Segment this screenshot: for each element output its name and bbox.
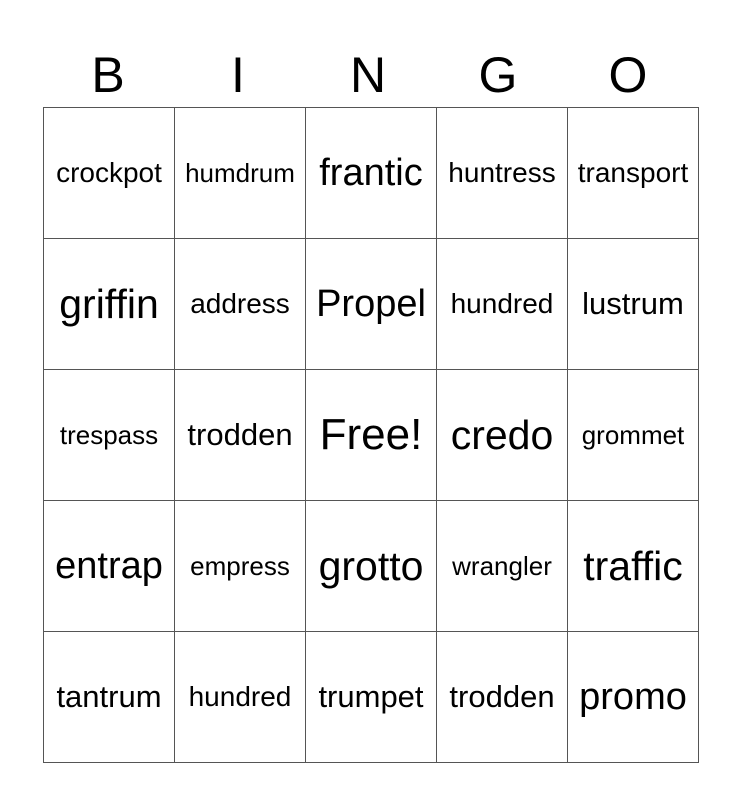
bingo-cell[interactable]: address	[175, 239, 306, 370]
header-letter-g: G	[478, 47, 518, 103]
bingo-cell[interactable]: hundred	[437, 239, 568, 370]
bingo-cell[interactable]: humdrum	[175, 108, 306, 239]
bingo-cell[interactable]: lustrum	[568, 239, 699, 370]
header-letter-o: O	[608, 47, 648, 103]
bingo-cell[interactable]: huntress	[437, 108, 568, 239]
header-letter-i: I	[231, 47, 245, 103]
bingo-cell[interactable]: transport	[568, 108, 699, 239]
bingo-cell[interactable]: traffic	[568, 501, 699, 632]
grid-row	[44, 370, 699, 501]
bingo-cell[interactable]: promo	[568, 632, 699, 763]
bingo-cell[interactable]: frantic	[306, 108, 437, 239]
bingo-cell[interactable]: trodden	[437, 632, 568, 763]
bingo-cell[interactable]: grommet	[568, 370, 699, 501]
bingo-cell[interactable]: entrap	[44, 501, 175, 632]
free-space-cell[interactable]: Free!	[306, 370, 437, 501]
bingo-header	[43, 45, 693, 105]
bingo-cell[interactable]: grotto	[306, 501, 437, 632]
bingo-cell[interactable]: credo	[437, 370, 568, 501]
grid-row	[44, 501, 699, 632]
bingo-cell[interactable]: hundred	[175, 632, 306, 763]
bingo-cell[interactable]: wrangler	[437, 501, 568, 632]
bingo-card-grid	[43, 107, 699, 763]
grid-row	[44, 108, 699, 239]
header-letter-n: N	[349, 47, 387, 103]
bingo-cell[interactable]: Propel	[306, 239, 437, 370]
grid-row	[44, 239, 699, 370]
grid-row	[44, 632, 699, 763]
bingo-cell[interactable]: trumpet	[306, 632, 437, 763]
bingo-cell[interactable]: empress	[175, 501, 306, 632]
bingo-cell[interactable]: tantrum	[44, 632, 175, 763]
bingo-cell[interactable]: crockpot	[44, 108, 175, 239]
bingo-cell[interactable]: trespass	[44, 370, 175, 501]
bingo-cell[interactable]: trodden	[175, 370, 306, 501]
bingo-cell[interactable]: griffin	[44, 239, 175, 370]
header-letter-b: B	[91, 47, 125, 103]
